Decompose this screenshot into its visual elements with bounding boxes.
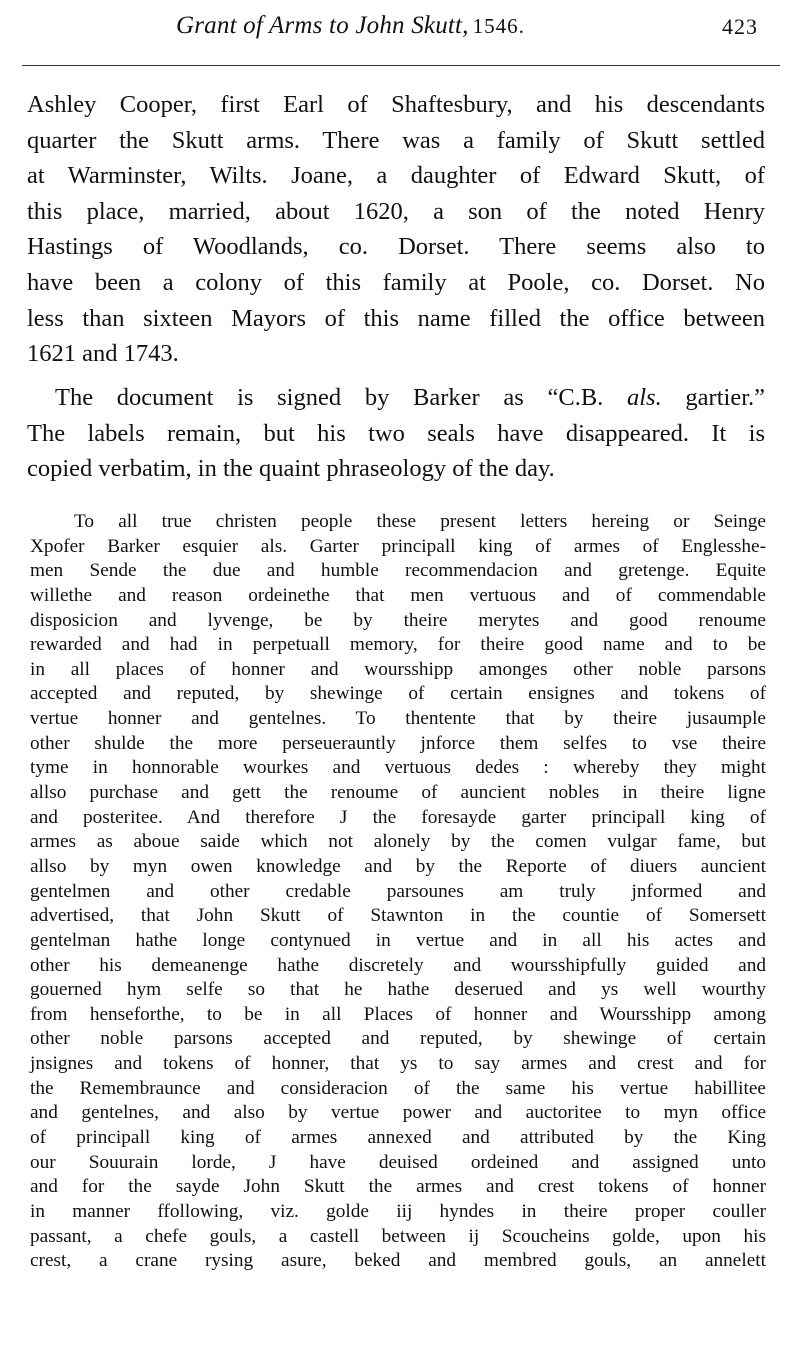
text-line: passant, a chefe gouls, a castell between ij Scoucheins golde, upon his — [30, 1225, 766, 1247]
paragraph-1 — [27, 87, 765, 372]
text-line: and for the sayde John Skutt the armes and crest tokens of honner — [30, 1176, 766, 1198]
text-line: gentelman hathe longe contynued in vertue and in all his actes and — [30, 929, 766, 951]
running-title — [176, 12, 525, 40]
text-line: gentelmen and other credable parsounes am truly jnformed and — [30, 880, 766, 902]
page-number: 423 — [722, 14, 758, 39]
text-line: 1621 and 1743. — [27, 340, 179, 368]
text-line: The labels remain, but his two seals have disappeared. It is — [27, 419, 765, 447]
italic-abbreviation: als. — [627, 384, 662, 411]
text-line: have been a colony of this family at Poole, co. Dorset. No — [27, 268, 765, 296]
text-line: other his demeanenge hathe discretely and woursshipfully guided and — [30, 954, 766, 976]
text-line: armes as aboue saide which not alonely by the comen vulgar fame, but — [30, 831, 766, 853]
text-line: in manner ffollowing, viz. golde iij hyndes in theire proper couller — [30, 1200, 766, 1222]
text-line: advertised, that John Skutt of Stawnton in the countie of Somersett — [30, 905, 766, 927]
text-line: jnsignes and tokens of honner, that ys to say armes and crest and for — [30, 1053, 766, 1075]
text-line: in all places of honner and woursshipp amonges other noble parsons — [30, 658, 766, 680]
running-title-text: Grant of Arms to John Skutt, — [176, 12, 469, 39]
text-line: men Sende the due and humble recommendacion and gretenge. Equite — [30, 560, 766, 582]
quoted-grant-document — [30, 510, 766, 1274]
text-line: and posteritee. And therefore J the foresayde garter principall king of — [30, 806, 766, 828]
text-line: gouerned hym selfe so that he hathe deserued and ys well wourthy — [30, 979, 766, 1001]
text-line: the Remembraunce and consideracion of the same his vertue habillitee — [30, 1077, 766, 1099]
text-line: Xpofer Barker esquier als. Garter principall king of armes of Englesshe- — [30, 535, 766, 557]
text-line: of principall king of armes annexed and attributed by the King — [30, 1127, 766, 1149]
text-line: copied verbatim, in the quaint phraseology of the day. — [27, 455, 555, 483]
text-line: vertue honner and gentelnes. To thentente that by theire jusaumple — [30, 708, 766, 730]
text-line: this place, married, about 1620, a son of the noted Henry — [27, 197, 765, 225]
text-line: at Warminster, Wilts. Joane, a daughter of Edward Skutt, of — [27, 162, 765, 190]
text-line: willethe and reason ordeinethe that men vertuous and of commendable — [30, 584, 766, 606]
text-line: and gentelnes, and also by vertue power and auctoritee to myn office — [30, 1102, 766, 1124]
text-line: from henseforthe, to be in all Places of honner and Woursshipp among — [30, 1003, 766, 1025]
text-line: tyme in honnorable wourkes and vertuous dedes : whereby they might — [30, 757, 766, 779]
text-line: accepted and reputed, by shewinge of certain ensignes and tokens of — [30, 683, 766, 705]
text-line: our Souurain lorde, J have deuised ordeined and assigned unto — [30, 1151, 766, 1173]
text-segment: The document is signed by Barker as “C.B. — [55, 384, 604, 411]
text-line: allso by myn owen knowledge and by the Reporte of diuers auncient — [30, 855, 766, 877]
running-title-year: 1546. — [472, 14, 525, 38]
text-line: Hastings of Woodlands, co. Dorset. There seems also to — [27, 233, 765, 261]
text-line: less than sixteen Mayors of this name filled the office between — [27, 304, 765, 332]
text-line: other shulde the more perseuerauntly jnforce them selfes to vse theire — [30, 732, 766, 754]
text-line: quarter the Skutt arms. There was a family of Skutt settled — [27, 126, 765, 154]
header-rule — [22, 65, 780, 66]
text-line: crest, a crane rysing asure, beked and membred gouls, an annelett — [30, 1250, 766, 1272]
text-line: other noble parsons accepted and reputed, by shewinge of certain — [30, 1028, 766, 1050]
text-segment: gartier.” — [685, 384, 765, 411]
running-header — [0, 12, 800, 52]
text-line — [27, 380, 765, 416]
paragraph-2 — [27, 380, 765, 487]
text-line: disposicion and lyvenge, be by theire merytes and good renoume — [30, 609, 766, 631]
text-line: rewarded and had in perpetuall memory, for theire good name and to be — [30, 634, 766, 656]
text-line: allso purchase and gett the renoume of auncient nobles in theire ligne — [30, 782, 766, 804]
text-line: To all true christen people these present letters hereing or Seinge — [74, 511, 766, 532]
text-line: Ashley Cooper, first Earl of Shaftesbury, and his descendants — [27, 91, 765, 118]
